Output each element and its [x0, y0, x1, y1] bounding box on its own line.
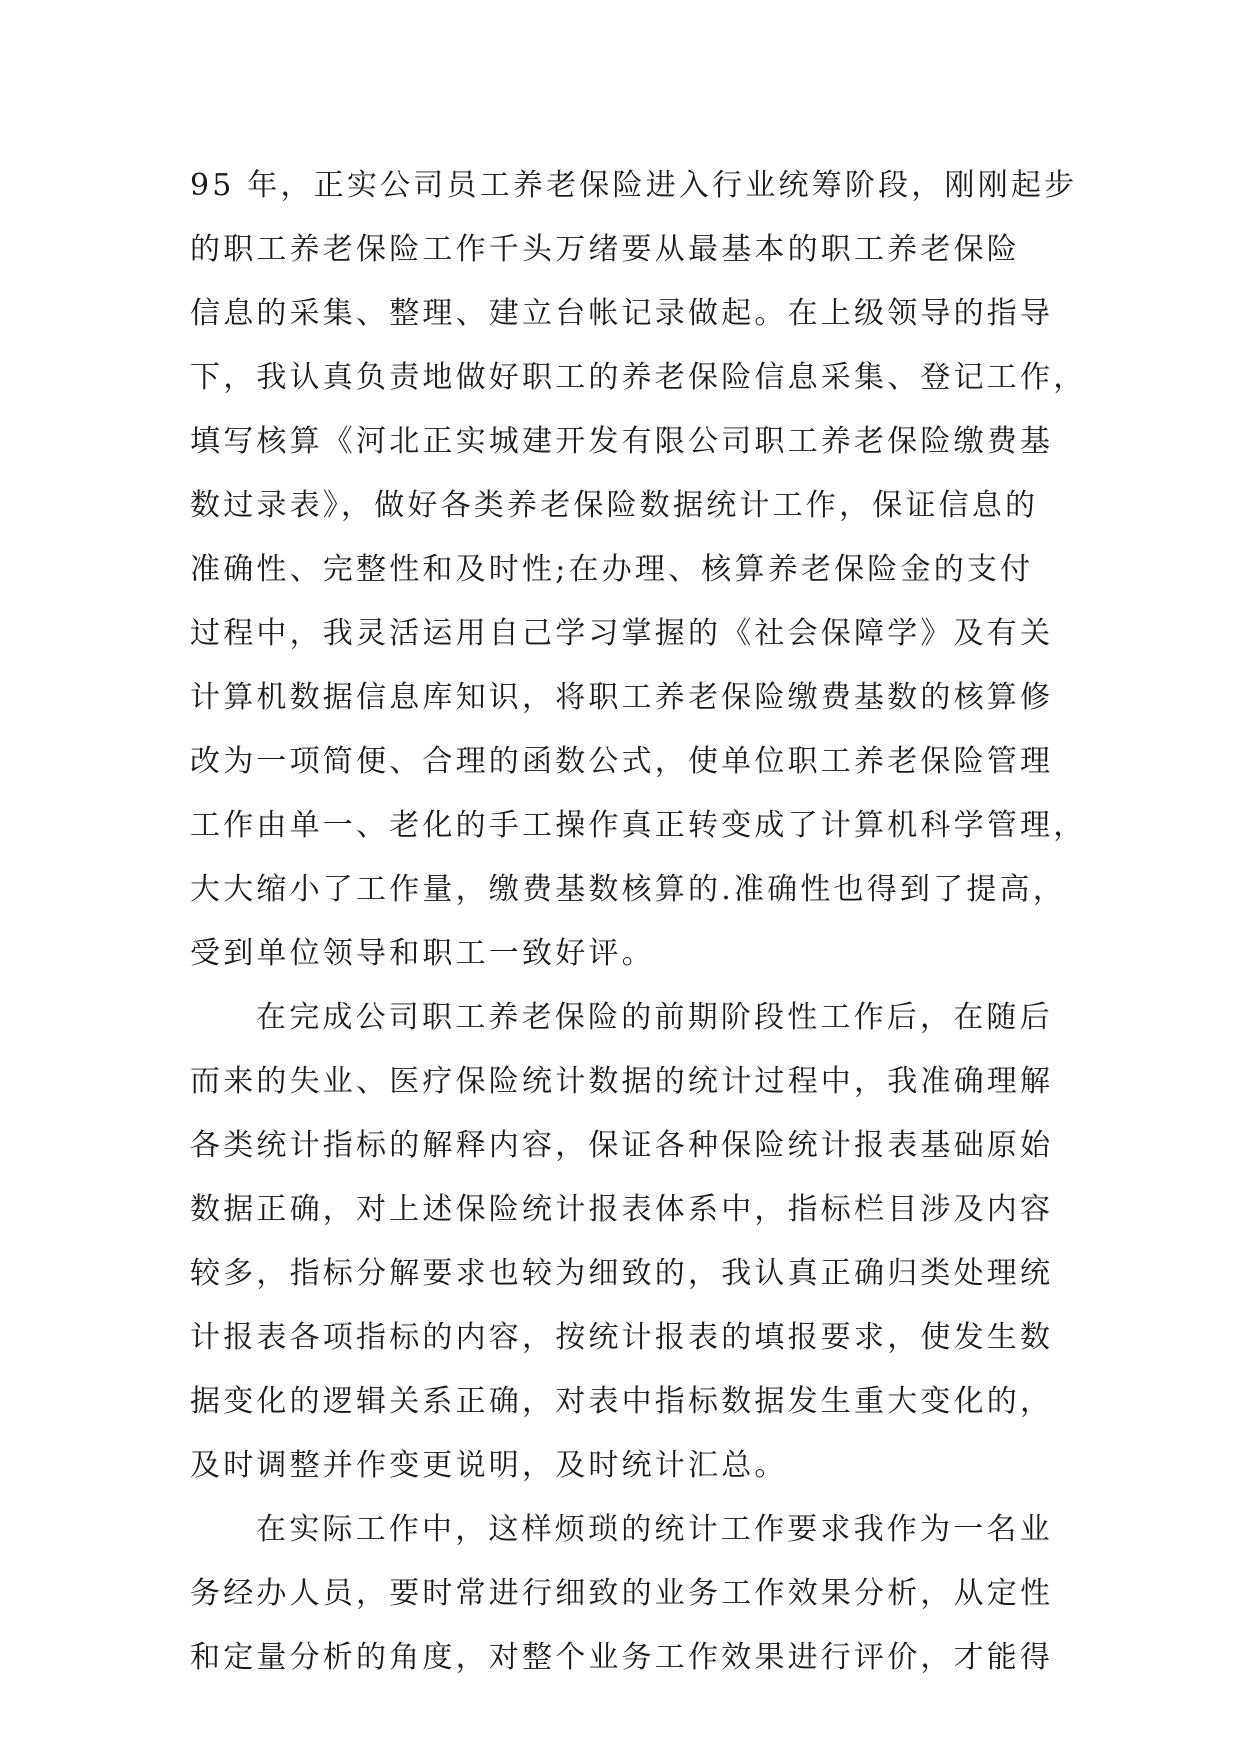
text-line: 数过录表》，做好各类养老保险数据统计工作，保证信息的	[190, 488, 1039, 523]
text-line: 务经办人员，要时常进行细致的业务工作效果分析，从定性	[190, 1576, 1054, 1611]
text-line: 据变化的逻辑关系正确，对表中指标数据发生重大变化的，	[190, 1384, 1054, 1419]
text-line: 工作由单一、老化的手工操作真正转变成了计算机科学管理，	[190, 808, 1087, 843]
text-line: 较多，指标分解要求也较为细致的，我认真正确归类处理统	[190, 1256, 1054, 1291]
text-line: 填写核算《河北正实城建开发有限公司职工养老保险缴费基	[190, 424, 1054, 459]
document-body	[190, 154, 1087, 1690]
paragraph-2	[190, 986, 1070, 1498]
text-line: 数据正确，对上述保险统计报表体系中，指标栏目涉及内容	[190, 1192, 1054, 1227]
text-line: 准确性、完整性和及时性;在办理、核算养老保险金的支付	[190, 552, 1034, 587]
text-line: 而来的失业、医疗保险统计数据的统计过程中，我准确理解	[190, 1064, 1054, 1099]
text-line: 计算机数据信息库知识，将职工养老保险缴费基数的核算修	[190, 680, 1054, 715]
text-line: 计报表各项指标的内容，按统计报表的填报要求，使发生数	[190, 1320, 1054, 1355]
text-line: 大大缩小了工作量，缴费基数核算的.准确性也得到了提高，	[190, 872, 1066, 907]
paragraph-1	[190, 154, 1087, 986]
text-line: 及时调整并作变更说明，及时统计汇总。	[190, 1448, 788, 1483]
text-line: 受到单位领导和职工一致好评。	[190, 936, 655, 971]
text-line: 信息的采集、整理、建立台帐记录做起。在上级领导的指导	[190, 296, 1054, 331]
text-line-first: 在实际工作中，这样烦琐的统计工作要求我作为一名业	[256, 1512, 1053, 1547]
text-line: 和定量分析的角度，对整个业务工作效果进行评价，才能得	[190, 1640, 1054, 1675]
text-line: 的职工养老保险工作千头万绪要从最基本的职工养老保险	[190, 232, 1020, 267]
text-line: 下，我认真负责地做好职工的养老保险信息采集、登记工作，	[190, 360, 1087, 395]
text-line-first: 在完成公司职工养老保险的前期阶段性工作后，在随后	[256, 1000, 1053, 1035]
text-line: 改为一项简便、合理的函数公式，使单位职工养老保险管理	[190, 744, 1054, 779]
text-line: 过程中，我灵活运用自己学习掌握的《社会保障学》及有关	[190, 616, 1054, 651]
paragraph-3	[190, 1498, 1070, 1690]
text-line: 各类统计指标的解释内容，保证各种保险统计报表基础原始	[190, 1128, 1054, 1163]
text-line: 95 年，正实公司员工养老保险进入行业统筹阶段，刚刚起步	[190, 168, 1078, 203]
